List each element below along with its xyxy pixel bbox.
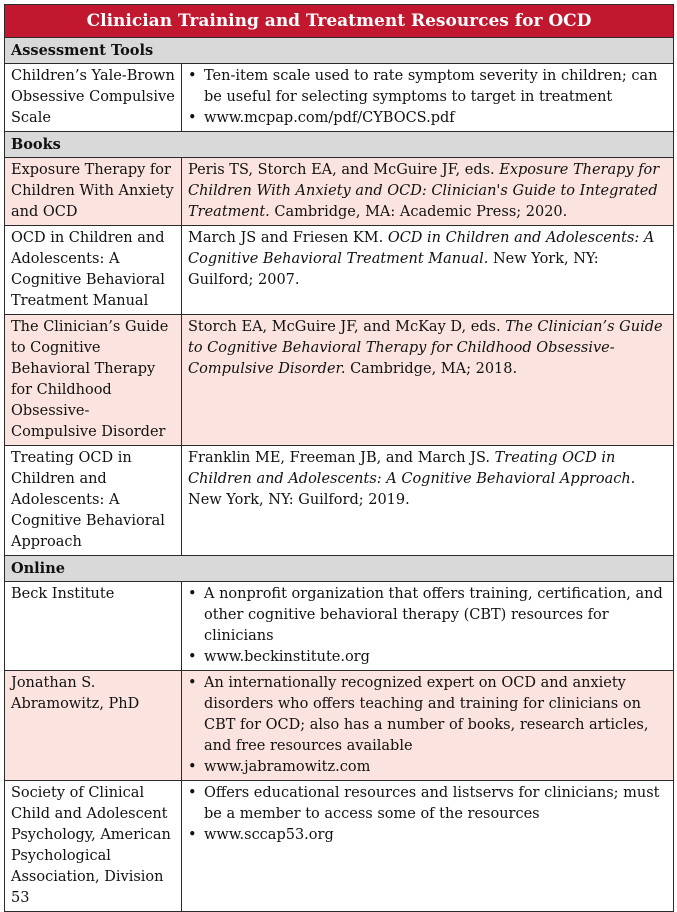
citation-publisher: New York, NY: Guilford; 2019.: [188, 492, 410, 508]
citation: [188, 228, 667, 291]
citation-authors: March JS and Friesen KM.: [188, 230, 384, 246]
citation-authors: Storch EA, McGuire JF, and McKay D, eds.: [188, 319, 501, 335]
citation-book-title: Exposure Therapy for Children With Anxiety and OCD: Clinician's Guide to Integrated Treatment.: [188, 162, 660, 220]
table-row: [5, 64, 674, 132]
table-row: [5, 582, 674, 671]
resource-detail: [182, 226, 674, 315]
bullet-icon: •: [188, 586, 197, 602]
resource-name: The Clinician’s Guide to Cognitive Behavioral Therapy for Childhood Obsessive-Compulsive Disorder: [5, 315, 182, 446]
resource-url: www.beckinstitute.org: [204, 649, 370, 665]
bullet-text: Ten-item scale used to rate symptom severity in children; can be useful for selecting symptoms to target in treatment: [204, 68, 658, 105]
resource-url: www.sccap53.org: [204, 827, 334, 843]
table-row: [5, 781, 674, 912]
bullet-icon: •: [188, 68, 197, 84]
resource-name: Jonathan S. Abramowitz, PhD: [5, 671, 182, 781]
resource-name: Treating OCD in Children and Adolescents: A Cognitive Behavioral Approach: [5, 446, 182, 556]
bullet-list: [188, 66, 667, 129]
section-heading: Books: [5, 132, 674, 158]
citation: [188, 317, 667, 380]
resource-detail: [182, 446, 674, 556]
section-row-books: [5, 132, 674, 158]
citation-publisher: Cambridge, MA: Academic Press; 2020.: [274, 204, 568, 220]
list-item: [188, 825, 667, 846]
bullet-text: An internationally recognized expert on OCD and anxiety disorders who offers teaching and training for clinicians on CBT for OCD; also has a number of books, research articles, and free resources available: [204, 675, 649, 754]
section-heading: Assessment Tools: [5, 38, 674, 64]
citation-publisher: Cambridge, MA; 2018.: [350, 361, 518, 377]
resource-detail: [182, 671, 674, 781]
citation-book-title: The Clinician’s Guide to Cognitive Behavioral Therapy for Childhood Obsessive-Compulsive Disorder.: [188, 319, 663, 377]
bullet-icon: •: [188, 785, 197, 801]
table-row: [5, 446, 674, 556]
resource-table-container: [4, 4, 673, 912]
bullet-text: Offers educational resources and listservs for clinicians; must be a member to access some of the resources: [204, 785, 660, 822]
bullet-icon: •: [188, 675, 197, 691]
bullet-list: [188, 783, 667, 846]
list-item: [188, 66, 667, 108]
resource-name: Society of Clinical Child and Adolescent Psychology, American Psychological Association, Division 53: [5, 781, 182, 912]
bullet-text: A nonprofit organization that offers training, certification, and other cognitive behavioral therapy (CBT) resources for clinicians: [204, 586, 663, 644]
title-row: [5, 5, 674, 38]
table-row: [5, 315, 674, 446]
section-row-online: [5, 556, 674, 582]
list-item: [188, 108, 667, 129]
citation: [188, 160, 667, 223]
resource-name: Children’s Yale-Brown Obsessive Compulsive Scale: [5, 64, 182, 132]
resource-url: www.jabramowitz.com: [204, 759, 371, 775]
citation: [188, 448, 667, 511]
bullet-icon: •: [188, 759, 197, 775]
citation-authors: Peris TS, Storch EA, and McGuire JF, eds.: [188, 162, 495, 178]
bullet-list: [188, 673, 667, 778]
table-row: [5, 226, 674, 315]
table-row: [5, 671, 674, 781]
list-item: [188, 584, 667, 647]
table-row: [5, 158, 674, 226]
resource-table: [4, 4, 674, 912]
resource-detail: [182, 582, 674, 671]
citation-book-title: OCD in Children and Adolescents: A Cognitive Behavioral Treatment Manual.: [188, 230, 655, 267]
resource-url: www.mcpap.com/pdf/CYBOCS.pdf: [204, 110, 455, 126]
citation-book-title: Treating OCD in Children and Adolescents: A Cognitive Behavioral Approach.: [188, 450, 636, 487]
section-heading: Online: [5, 556, 674, 582]
resource-detail: [182, 64, 674, 132]
list-item: [188, 783, 667, 825]
bullet-icon: •: [188, 649, 197, 665]
table-title: Clinician Training and Treatment Resources for OCD: [5, 5, 674, 38]
citation-authors: Franklin ME, Freeman JB, and March JS.: [188, 450, 491, 466]
list-item: [188, 673, 667, 757]
resource-name: OCD in Children and Adolescents: A Cognitive Behavioral Treatment Manual: [5, 226, 182, 315]
list-item: [188, 647, 667, 668]
bullet-icon: •: [188, 110, 197, 126]
resource-name: Exposure Therapy for Children With Anxiety and OCD: [5, 158, 182, 226]
resource-detail: [182, 315, 674, 446]
section-row-assessment-tools: [5, 38, 674, 64]
bullet-list: [188, 584, 667, 668]
resource-detail: [182, 781, 674, 912]
bullet-icon: •: [188, 827, 197, 843]
list-item: [188, 757, 667, 778]
resource-detail: [182, 158, 674, 226]
resource-name: Beck Institute: [5, 582, 182, 671]
citation-publisher: New York, NY: Guilford; 2007.: [188, 251, 599, 288]
